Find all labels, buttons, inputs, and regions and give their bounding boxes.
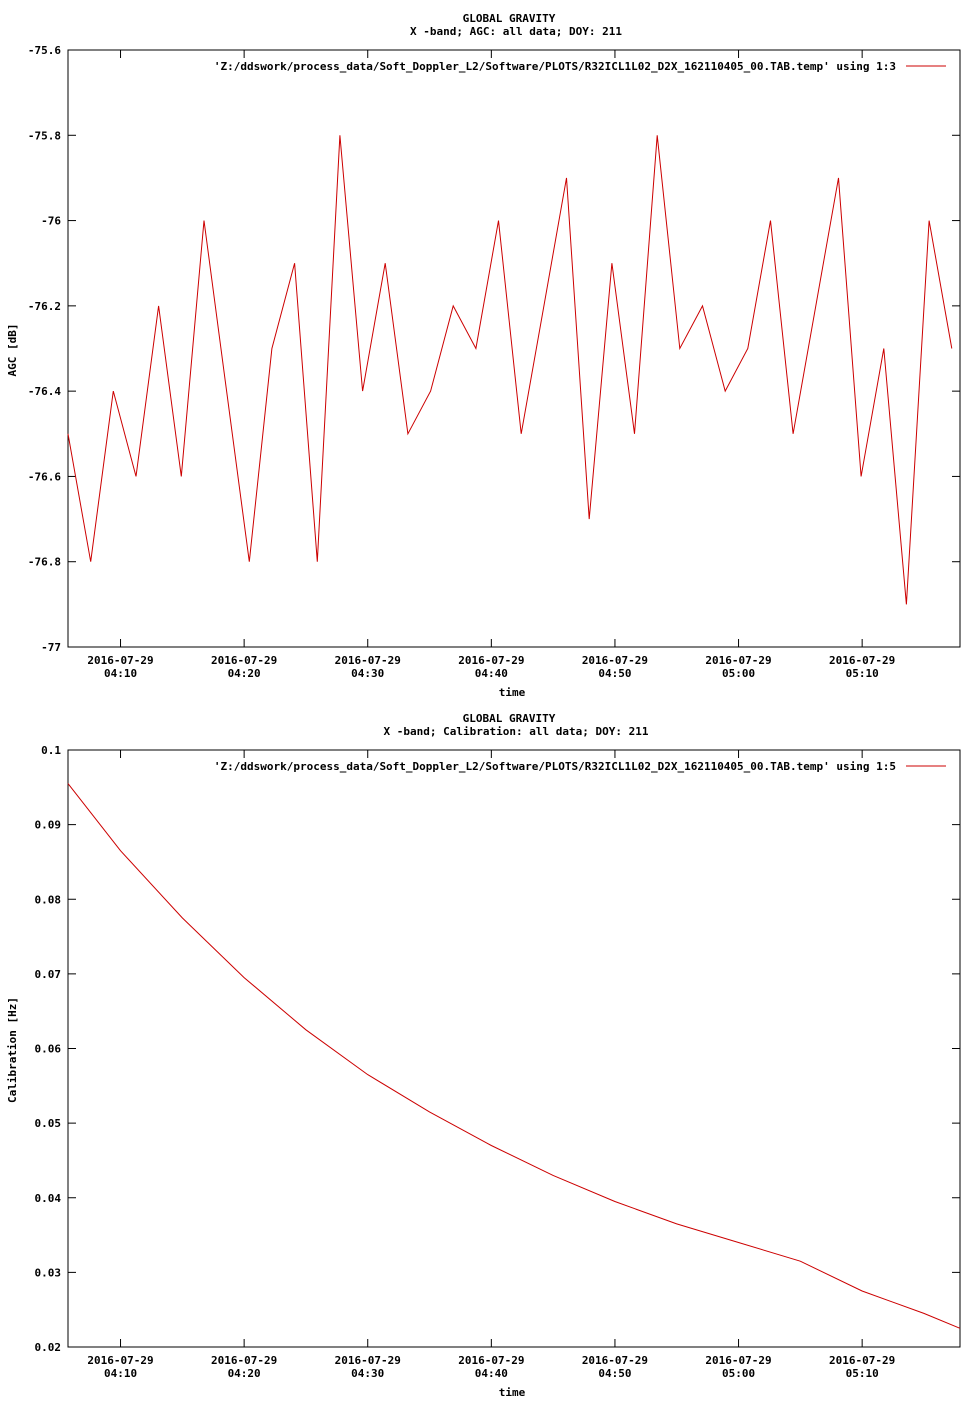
- y-tick-label: 0.02: [34, 1341, 61, 1354]
- y-tick-label: 0.08: [34, 893, 61, 907]
- x-tick-time-label: 05:10: [845, 1367, 879, 1380]
- x-tick-time-label: 04:40: [474, 667, 508, 680]
- series-line: [68, 135, 952, 604]
- x-tick-time-label: 04:20: [227, 667, 261, 680]
- x-tick-time-label: 04:10: [103, 1367, 138, 1380]
- x-tick-date-label: 2016-07-29: [581, 1354, 649, 1367]
- x-tick-date-label: 2016-07-29: [705, 1354, 772, 1367]
- plot-frame: [68, 750, 960, 1347]
- x-tick-time-label: 04:30: [351, 667, 385, 680]
- calibration-chart-panel: [6, 712, 960, 1399]
- x-tick-date-label: 2016-07-29: [829, 1354, 896, 1367]
- series-layer: [68, 135, 952, 604]
- y-axis-label: Calibration [Hz]: [6, 997, 19, 1103]
- y-ticks: [35, 744, 961, 1354]
- x-ticks: [87, 50, 895, 680]
- x-tick-time-label: 04:10: [103, 667, 138, 680]
- x-tick-time-label: 04:50: [598, 667, 632, 680]
- x-tick-time-label: 05:00: [721, 1367, 756, 1380]
- x-tick-date-label: 2016-07-29: [87, 654, 154, 667]
- chart-subtitle: X -band; AGC: all data; DOY: 211: [410, 25, 622, 38]
- y-tick-label: -76.4: [27, 385, 61, 399]
- plot-frame: [68, 50, 960, 647]
- y-tick-label: -76: [41, 214, 61, 228]
- y-tick-label: -76.6: [27, 470, 61, 484]
- x-tick-date-label: 2016-07-29: [458, 654, 525, 667]
- chart-title: GLOBAL GRAVITY: [462, 712, 556, 725]
- x-tick-time-label: 05:00: [721, 667, 756, 680]
- x-tick-date-label: 2016-07-29: [334, 1354, 401, 1367]
- chart-subtitle: X -band; Calibration: all data; DOY: 211: [383, 725, 649, 738]
- x-tick-date-label: 2016-07-29: [334, 654, 401, 667]
- y-tick-label: 0.04: [34, 1191, 61, 1205]
- x-tick-date-label: 2016-07-29: [705, 654, 772, 667]
- y-tick-label: 0.06: [34, 1042, 61, 1056]
- x-tick-date-label: 2016-07-29: [87, 1354, 154, 1367]
- x-tick-time-label: 04:30: [351, 1367, 385, 1380]
- x-tick-date-label: 2016-07-29: [581, 654, 649, 667]
- y-tick-label: 0.03: [34, 1266, 61, 1280]
- series-line: [68, 784, 960, 1329]
- y-axis-label: AGC [dB]: [6, 323, 19, 377]
- x-axis-label: time: [498, 1386, 526, 1399]
- y-tick-label: 0.09: [34, 818, 61, 832]
- y-tick-label: -76.8: [27, 555, 61, 569]
- y-tick-label: -76.2: [27, 299, 61, 313]
- x-tick-time-label: 05:10: [845, 667, 879, 680]
- agc-chart-panel: [6, 12, 960, 699]
- y-tick-label: -77: [41, 641, 61, 654]
- x-ticks: [87, 750, 895, 1380]
- x-tick-date-label: 2016-07-29: [458, 1354, 525, 1367]
- y-tick-label: -75.8: [27, 129, 61, 143]
- y-tick-label: 0.07: [34, 967, 61, 981]
- legend-label: 'Z:/ddswork/process_data/Soft_Doppler_L2/Software/PLOTS/R32ICL1L02_D2X_162110405_00.TAB.temp' using 1:5: [213, 760, 896, 773]
- series-layer: [68, 784, 960, 1329]
- y-tick-label: -75.6: [27, 44, 61, 57]
- y-tick-label: 0.1: [41, 744, 61, 757]
- chart-title: GLOBAL GRAVITY: [462, 12, 556, 25]
- x-tick-date-label: 2016-07-29: [829, 654, 896, 667]
- x-tick-date-label: 2016-07-29: [211, 654, 278, 667]
- x-tick-time-label: 04:50: [598, 1367, 632, 1380]
- y-ticks: [28, 44, 960, 654]
- y-tick-label: 0.05: [34, 1117, 61, 1131]
- legend-label: 'Z:/ddswork/process_data/Soft_Doppler_L2/Software/PLOTS/R32ICL1L02_D2X_162110405_00.TAB.temp' using 1:3: [213, 60, 896, 73]
- x-tick-time-label: 04:40: [474, 1367, 508, 1380]
- x-axis-label: time: [498, 686, 526, 699]
- x-tick-time-label: 04:20: [227, 1367, 261, 1380]
- x-tick-date-label: 2016-07-29: [211, 1354, 278, 1367]
